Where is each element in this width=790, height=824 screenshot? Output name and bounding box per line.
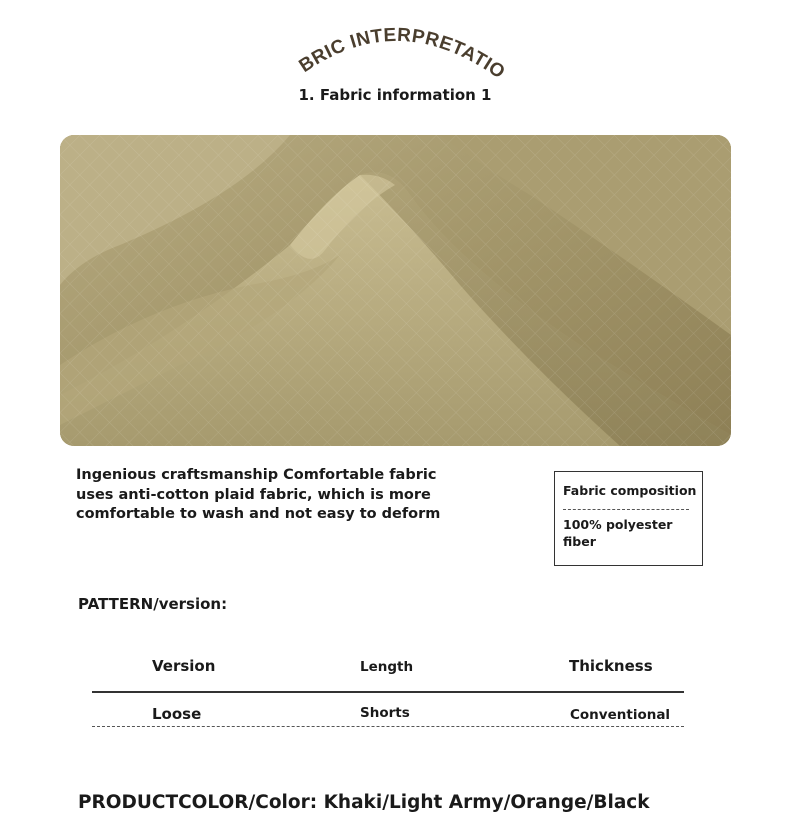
- fabric-photo: [60, 135, 731, 446]
- header-length: Length: [360, 659, 414, 675]
- composition-title: Fabric composition: [563, 483, 697, 498]
- arched-title: [270, 14, 520, 84]
- value-thickness: Conventional: [570, 707, 671, 723]
- value-length: Shorts: [360, 705, 410, 721]
- composition-value: 100% polyester fiber: [563, 517, 673, 549]
- pattern-label: PATTERN/version:: [78, 595, 228, 613]
- header-version: Version: [152, 657, 216, 675]
- section-subtitle: 1. Fabric information 1: [298, 86, 492, 104]
- arched-title-text: BRIC INTERPRETATIO: [295, 24, 509, 84]
- header-thickness: Thickness: [569, 657, 653, 675]
- fabric-description: Ingenious craftsmanship Comfortable fabric uses anti-cotton plaid fabric, which is more comfortable to wash and not easy to deform: [76, 467, 441, 522]
- spec-table: [92, 652, 684, 727]
- fabric-composition-box: [554, 471, 703, 566]
- spec-value-row: [92, 693, 684, 729]
- spec-header-row: [92, 652, 684, 688]
- product-color-line: PRODUCTCOLOR/Color: Khaki/Light Army/Orange/Black: [78, 792, 650, 813]
- value-version: Loose: [152, 705, 202, 723]
- composition-divider: [563, 509, 689, 510]
